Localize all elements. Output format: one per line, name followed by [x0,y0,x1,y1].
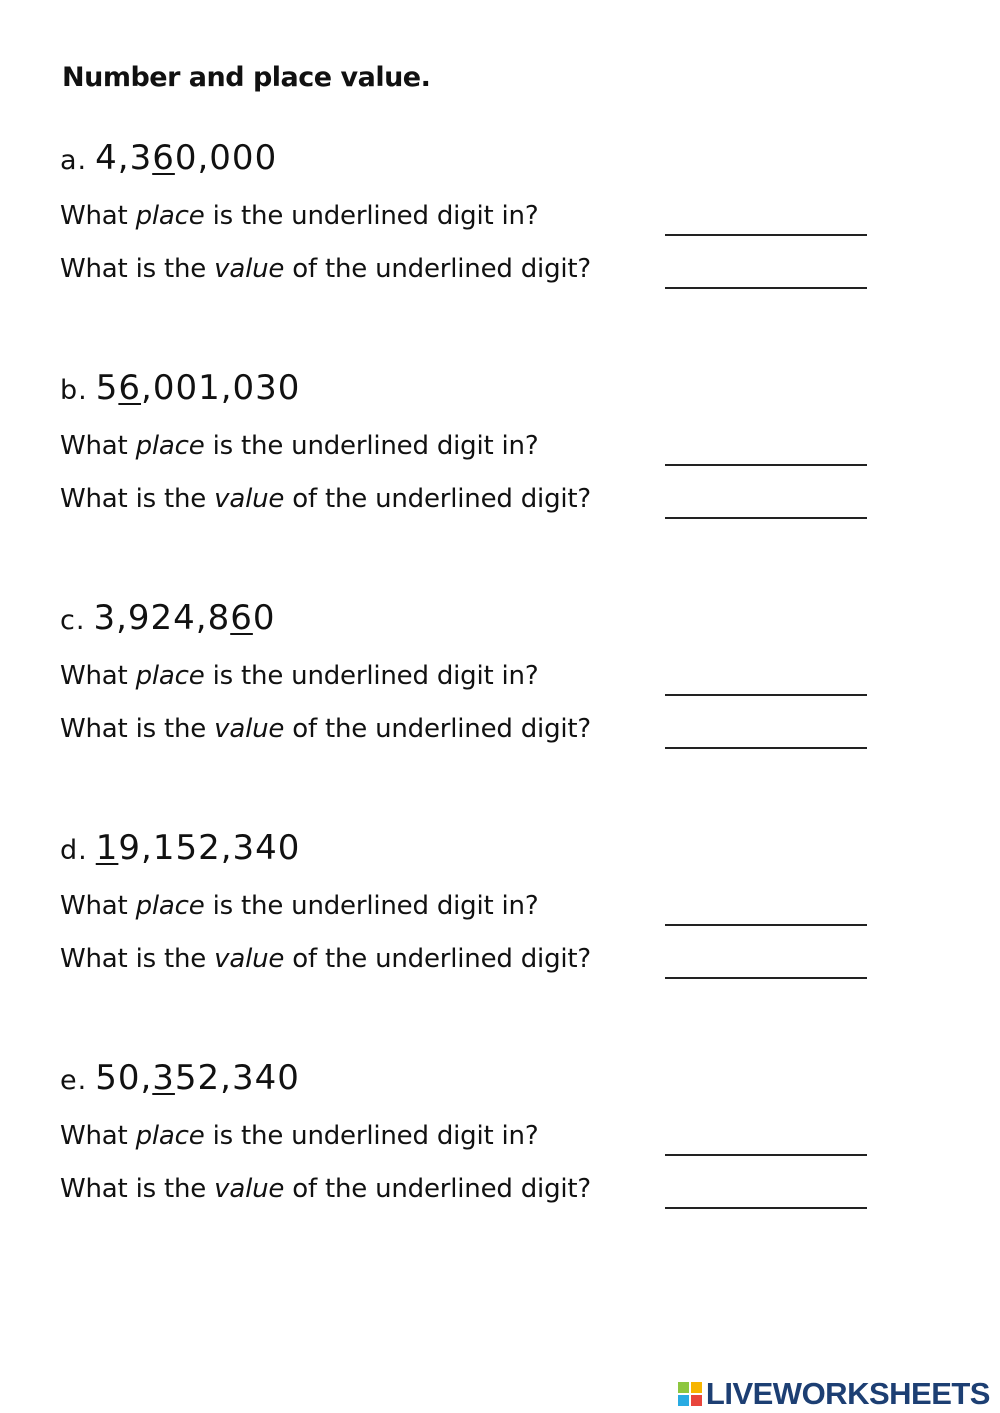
number-prefix: 5 [95,368,119,408]
q-text: is the underlined digit in? [204,201,539,231]
worksheet-title: Number and place value. [62,62,431,93]
q-text: What [60,661,136,691]
value-answer-input[interactable] [665,261,867,289]
q-emphasis: value [214,1174,285,1204]
q-emphasis: place [135,891,205,921]
q-text: of the underlined digit? [284,944,591,974]
q-text: is the underlined digit in? [204,661,539,691]
place-answer-input[interactable] [665,898,867,926]
underlined-digit: 6 [230,598,253,638]
q-emphasis: place [135,201,205,231]
q-text: What is the [60,714,215,744]
q-text: of the underlined digit? [284,1174,591,1204]
question-section [60,828,880,1028]
number [60,598,276,638]
place-question [60,1121,538,1151]
q-emphasis: value [214,714,285,744]
value-question [60,714,591,744]
q-emphasis: value [214,254,285,284]
place-question [60,201,538,231]
q-text: What [60,1121,136,1151]
number [60,828,300,868]
q-emphasis: place [135,661,205,691]
underlined-digit: 1 [95,828,119,868]
q-text: What is the [60,1174,215,1204]
item-label: b. [60,375,88,406]
q-emphasis: place [135,1121,205,1151]
number-suffix: ,001,030 [141,368,301,408]
q-text: What [60,891,136,921]
value-question [60,944,591,974]
value-question [60,1174,591,1204]
value-answer-input[interactable] [665,951,867,979]
q-text: of the underlined digit? [284,714,591,744]
q-emphasis: value [214,944,285,974]
question-section [60,368,880,568]
item-label: c. [60,605,86,636]
logo-text: LIVEWORKSHEETS [705,1376,990,1411]
item-label: d. [60,835,88,866]
number-suffix: 9,152,340 [118,828,301,868]
q-emphasis: place [135,431,205,461]
number-prefix: 4,3 [95,138,153,178]
number [60,1058,300,1098]
number [60,138,277,178]
place-question [60,431,538,461]
place-answer-input[interactable] [665,1128,867,1156]
logo-block [678,1395,689,1406]
number-prefix: 3,924,8 [93,598,231,638]
value-question [60,484,591,514]
q-text: of the underlined digit? [284,484,591,514]
q-emphasis: value [214,484,285,514]
value-answer-input[interactable] [665,1181,867,1209]
place-answer-input[interactable] [665,668,867,696]
number-prefix: 50, [95,1058,153,1098]
logo-blocks-icon [678,1382,702,1406]
logo-block [691,1395,702,1406]
q-text: is the underlined digit in? [204,431,539,461]
underlined-digit: 6 [118,368,142,408]
item-label: e. [60,1065,88,1096]
number [60,368,300,408]
q-text: What [60,431,136,461]
liveworksheets-logo [678,1376,990,1412]
number-suffix: 0 [252,598,276,638]
number-suffix: 52,340 [174,1058,300,1098]
q-text: of the underlined digit? [284,254,591,284]
q-text: What [60,201,136,231]
question-section [60,138,880,338]
question-section [60,598,880,798]
q-text: What is the [60,484,215,514]
value-answer-input[interactable] [665,491,867,519]
place-answer-input[interactable] [665,438,867,466]
place-question [60,891,538,921]
item-label: a. [60,145,88,176]
number-suffix: 0,000 [174,138,278,178]
q-text: is the underlined digit in? [204,1121,539,1151]
q-text: is the underlined digit in? [204,891,539,921]
q-text: What is the [60,254,215,284]
place-question [60,661,538,691]
logo-block [678,1382,689,1393]
question-section [60,1058,880,1258]
value-question [60,254,591,284]
underlined-digit: 6 [152,138,175,178]
q-text: What is the [60,944,215,974]
logo-block [691,1382,702,1393]
value-answer-input[interactable] [665,721,867,749]
underlined-digit: 3 [152,1058,175,1098]
place-answer-input[interactable] [665,208,867,236]
